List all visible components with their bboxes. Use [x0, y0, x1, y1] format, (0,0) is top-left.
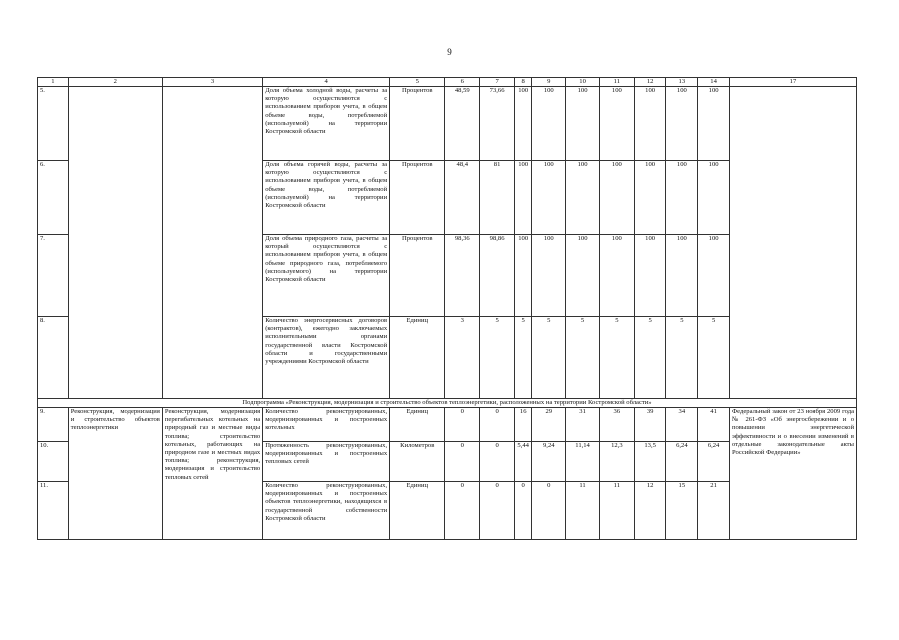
legal-basis: Федеральный закон от 23 ноября 2009 года № 261-ФЗ «Об энергосбережении и о повышении энергетической эффективности и о внесении изменений в отдельные законодательные акты Российской Федерации»: [729, 408, 856, 540]
header-cell: 8: [515, 78, 532, 87]
value-cell: 5,44: [515, 442, 532, 482]
subprogram-title: Подпрограмма «Реконструкция, модернизация и строительство объектов теплоэнергетики, расположенных на территории Костромской области»: [38, 399, 857, 408]
value-cell: 73,66: [480, 87, 515, 161]
header-cell: 7: [480, 78, 515, 87]
row-number: 9.: [38, 408, 69, 442]
value-cell: 39: [634, 408, 666, 442]
header-cell: 1: [38, 78, 69, 87]
header-cell: 6: [445, 78, 480, 87]
value-cell: 100: [566, 235, 600, 317]
value-cell: 5: [480, 317, 515, 399]
unit: Единиц: [390, 408, 445, 442]
value-cell: 0: [480, 408, 515, 442]
value-cell: 100: [666, 235, 698, 317]
value-cell: 100: [532, 161, 566, 235]
indicator-name: Количество реконструированных, модернизированных и построенных котельных: [263, 408, 390, 442]
value-cell: 11: [566, 482, 600, 540]
value-cell: 100: [634, 235, 666, 317]
value-cell: 0: [480, 482, 515, 540]
empty-cell: [729, 87, 856, 399]
value-cell: 5: [532, 317, 566, 399]
unit: Километров: [390, 442, 445, 482]
table-row: [38, 87, 857, 161]
value-cell: 3: [445, 317, 480, 399]
value-cell: 100: [566, 161, 600, 235]
value-cell: 36: [599, 408, 634, 442]
table-row: [38, 408, 857, 442]
header-cell: 9: [532, 78, 566, 87]
value-cell: 6,24: [698, 442, 730, 482]
row-number: 8.: [38, 317, 69, 399]
header-cell: 10: [566, 78, 600, 87]
value-cell: 100: [634, 161, 666, 235]
value-cell: 100: [698, 235, 730, 317]
value-cell: 100: [532, 235, 566, 317]
row-number: 10.: [38, 442, 69, 482]
indicator-name: Доля объема холодной воды, расчеты за которую осуществляются с использованием приборов учета, в общем объеме воды, потребляемой (используемой) на территории Костромской области: [263, 87, 390, 161]
value-cell: 29: [532, 408, 566, 442]
value-cell: 5: [515, 317, 532, 399]
header-cell: 12: [634, 78, 666, 87]
value-cell: 81: [480, 161, 515, 235]
task-name: Реконструкция, модернизация и строительство объектов теплоэнергетики: [68, 408, 162, 540]
value-cell: 100: [666, 161, 698, 235]
value-cell: 100: [666, 87, 698, 161]
value-cell: 31: [566, 408, 600, 442]
value-cell: 48,4: [445, 161, 480, 235]
unit: Единиц: [390, 317, 445, 399]
header-cell: 5: [390, 78, 445, 87]
row-number: 5.: [38, 87, 69, 161]
value-cell: 12,3: [599, 442, 634, 482]
value-cell: 100: [599, 235, 634, 317]
empty-cell: [162, 87, 262, 399]
value-cell: 9,24: [532, 442, 566, 482]
value-cell: 100: [566, 87, 600, 161]
indicator-name: Доля объема природного газа, расчеты за который осуществляются с использованием приборов учета, в общем объеме природного газа, потребляемого (используемого) на территории Костромской области: [263, 235, 390, 317]
value-cell: 41: [698, 408, 730, 442]
value-cell: 48,59: [445, 87, 480, 161]
value-cell: 11,14: [566, 442, 600, 482]
row-number: 7.: [38, 235, 69, 317]
value-cell: 100: [532, 87, 566, 161]
value-cell: 5: [566, 317, 600, 399]
page-number: 9: [447, 47, 452, 57]
value-cell: 16: [515, 408, 532, 442]
indicators-table: [37, 77, 857, 540]
value-cell: 100: [515, 161, 532, 235]
value-cell: 34: [666, 408, 698, 442]
header-cell: 13: [666, 78, 698, 87]
value-cell: 100: [698, 161, 730, 235]
value-cell: 5: [698, 317, 730, 399]
indicator-name: Протяженность реконструированных, модернизированных и построенных тепловых сетей: [263, 442, 390, 482]
value-cell: 100: [634, 87, 666, 161]
header-cell: 14: [698, 78, 730, 87]
value-cell: 0: [445, 442, 480, 482]
row-number: 6.: [38, 161, 69, 235]
value-cell: 0: [532, 482, 566, 540]
value-cell: 100: [599, 161, 634, 235]
value-cell: 100: [515, 87, 532, 161]
value-cell: 0: [480, 442, 515, 482]
header-cell: 11: [599, 78, 634, 87]
value-cell: 11: [599, 482, 634, 540]
unit: Процентов: [390, 235, 445, 317]
empty-cell: [68, 87, 162, 399]
value-cell: 0: [445, 482, 480, 540]
value-cell: 6,24: [666, 442, 698, 482]
unit: Процентов: [390, 87, 445, 161]
activity-description: Реконструкция, модернизация перегибательных котельных на природный газ и местные виды топлива; строительство котельных, работающих на природном газе и местных видах топлива; реконструкция, модернизация и строительство тепловых сетей: [162, 408, 262, 540]
value-cell: 0: [445, 408, 480, 442]
indicator-name: Количество энергосервисных договоров (контрактов), ежегодно заключаемых исполнительными органами государственной власти Костромской области и государственными учреждениями Костромской области: [263, 317, 390, 399]
value-cell: 13,5: [634, 442, 666, 482]
indicator-name: Количество реконструированных, модернизированных и построенных объектов теплоэнергетики, находящихся в государственной собственности Костромской области: [263, 482, 390, 540]
value-cell: 0: [515, 482, 532, 540]
unit: Процентов: [390, 161, 445, 235]
value-cell: 100: [515, 235, 532, 317]
value-cell: 5: [634, 317, 666, 399]
value-cell: 98,36: [445, 235, 480, 317]
header-cell: 17: [729, 78, 856, 87]
value-cell: 100: [698, 87, 730, 161]
value-cell: 15: [666, 482, 698, 540]
value-cell: 5: [666, 317, 698, 399]
subprogram-title-row: [38, 399, 857, 408]
row-number: 11.: [38, 482, 69, 540]
header-cell: 2: [68, 78, 162, 87]
header-row: [38, 78, 857, 87]
indicator-name: Доля объема горячей воды, расчеты за которую осуществляются с использованием приборов учета, в общем объеме воды, потребляемой (используемой) на территории Костромской области: [263, 161, 390, 235]
value-cell: 21: [698, 482, 730, 540]
value-cell: 100: [599, 87, 634, 161]
value-cell: 12: [634, 482, 666, 540]
value-cell: 5: [599, 317, 634, 399]
value-cell: 98,86: [480, 235, 515, 317]
header-cell: 4: [263, 78, 390, 87]
header-cell: 3: [162, 78, 262, 87]
unit: Единиц: [390, 482, 445, 540]
